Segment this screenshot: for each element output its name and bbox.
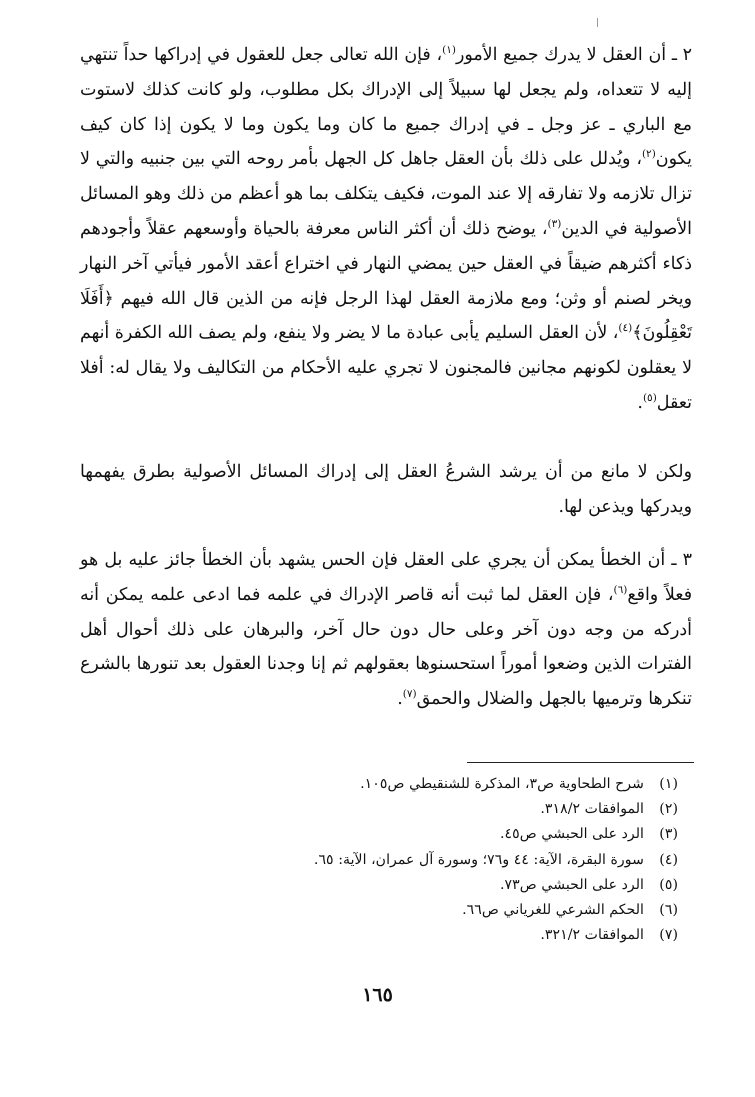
paragraph-point-3 xyxy=(80,543,692,717)
footnote-ref-2: (٢) xyxy=(641,148,656,161)
paragraph-3-text-3: . xyxy=(397,689,403,710)
paragraph-2-text-3: ، ويُدلل على ذلك بأن العقل جاهل كل الجهل بأمر روحه التي بين جنبيه والتي لا تزال تلازمه ولا تفارقه إلا عند الموت، فكيف يتكلف بما هو أعظم من ذلك وهو المسائل الأصولية في الدين xyxy=(80,149,693,239)
footnote-7 xyxy=(180,923,678,948)
footnote-text: شرح الطحاوية ص٣، المذكرة للشنقيطي ص١٠٥. xyxy=(360,776,644,792)
paragraph-2-text-2: ، فإن الله تعالى جعل للعقول في إدراكها حداً تنتهي إليه لا تتعداه، ولم يجعل لها سبيلاً إلى الإدراك بكل مطلوب، ولو كانت كذلك لاستوت مع الباري ـ عز وجل ـ في إدراك جميع ما كان وما يكون وما لا يكون إذا كان كيف يكون xyxy=(80,45,692,170)
paragraph-3-text-1: ٣ ـ أن الخطأ يمكن أن يجري على العقل فإن الحس يشهد بأن الخطأ جائز عليه بل هو فعلاً واقع xyxy=(80,550,693,605)
footnote-text: الموافقات ٣٢١/٢. xyxy=(540,927,644,944)
paragraph-point-2 xyxy=(80,38,692,421)
footnote-number: (٤) xyxy=(659,851,678,868)
footnote-text: الرد على الحبشي ص٧٣. xyxy=(499,876,644,893)
footnote-5 xyxy=(180,873,678,898)
footnote-ref-3: (٣) xyxy=(547,218,562,231)
footnote-text: الرد على الحبشي ص٤٥. xyxy=(499,826,644,843)
footnote-6 xyxy=(180,898,678,923)
footnote-number: (٥) xyxy=(659,876,678,893)
paragraph-2-text-6: . xyxy=(637,392,643,413)
footnote-separator xyxy=(467,762,694,763)
footnote-number: (٧) xyxy=(659,927,678,944)
page-edge-mark xyxy=(597,18,598,27)
paragraph-2-text-5: ، لأن العقل السليم يأبى عبادة ما لا يضر ولا ينفع، ولم يصف الله الكفرة أنهم لا يعقلون لكونهم مجانين فالمجنون لا تجري عليه الأحكام من التكاليف ولا يقال له: أفلا تعقل xyxy=(80,323,692,413)
footnote-number: (٢) xyxy=(659,801,678,818)
footnote-text: الموافقات ٣١٨/٢. xyxy=(540,801,644,818)
footnote-2 xyxy=(180,797,678,822)
footnote-1 xyxy=(180,772,678,797)
page-number: ١٦٥ xyxy=(362,984,393,1006)
footnote-ref-5: (٥) xyxy=(642,392,657,405)
paragraph-shariah-guidance xyxy=(80,455,692,525)
footnote-ref-7: (٧) xyxy=(402,688,417,701)
paragraph-2-text-4: ، يوضح ذلك أن أكثر الناس معرفة بالحياة وأوسعهم عقلاً وأجودهم ذكاء أكثرهم ضيقاً في العقل حين يمضي النهار في اختراع أعقد الأمور فيأتي آخر النهار ويخر لصنم أو وثن؛ ومع ملازمة العقل لهذا الرجل فإنه من الذين قال الله فيهم ﴿أَفَلَا تَعْقِلُونَ﴾ xyxy=(80,218,692,344)
footnote-3 xyxy=(180,822,678,847)
footnote-4 xyxy=(180,848,678,873)
paragraph-3-text-2: ، فإن العقل لما ثبت أنه قاصر الإدراك في علمه فما ادعى علمه يمكن أنه أدركه من وجه دون آخر وعلى حال دون حال آخر، والبرهان على ذلك أحوال أهل الفترات الذين وضعوا أموراً استحسنوها بعقولهم ثم إنا وجدنا العقول بعد تنورها بالشرع تنكرها وترميها بالجهل والضلال والحمق xyxy=(80,584,692,710)
paragraph-2-text-1: ٢ ـ أن العقل لا يدرك جميع الأمور xyxy=(455,45,693,65)
footnotes xyxy=(180,772,678,948)
footnote-text: سورة البقرة، الآية: ٤٤ و٧٦؛ وسورة آل عمران، الآية: ٦٥. xyxy=(313,851,644,868)
footnote-number: (١) xyxy=(659,776,678,792)
footnote-number: (٦) xyxy=(659,902,678,919)
paragraph-extra-text: ولكن لا مانع من أن يرشد الشرعُ العقل إلى إدراك المسائل الأصولية بطرق يفهمها ويدركها ويذعن لها. xyxy=(80,462,692,517)
footnote-text: الحكم الشرعي للغرياني ص٦٦. xyxy=(462,902,644,919)
footnote-ref-4: (٤) xyxy=(618,322,633,335)
footnote-number: (٣) xyxy=(659,826,678,843)
footnote-ref-1: (١) xyxy=(442,44,456,57)
footnote-ref-6: (٦) xyxy=(613,584,628,596)
